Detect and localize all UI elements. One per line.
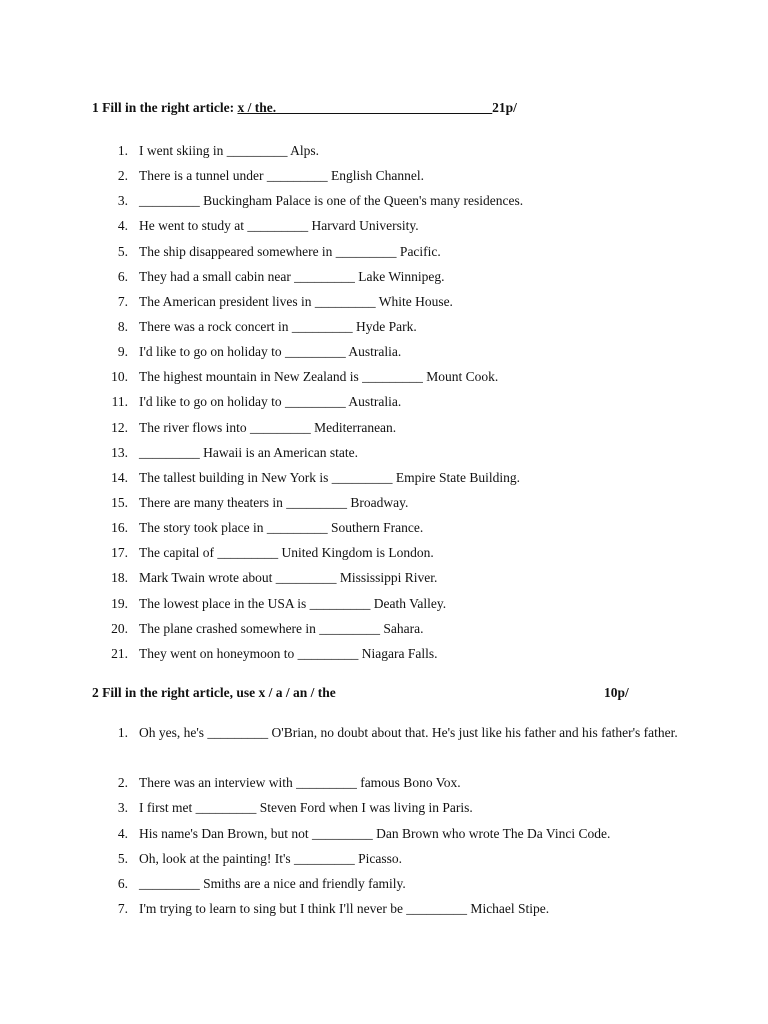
- list-item: [0, 289, 768, 314]
- list-item: [0, 540, 768, 565]
- section-1-points: 21p/: [492, 100, 517, 115]
- section-1-heading-prefix: 1 Fill in the right article:: [92, 100, 238, 115]
- item-text: The ship disappeared somewhere in _________ Pacific.: [139, 243, 441, 259]
- item-number: 17.: [111, 545, 128, 561]
- list-item: [0, 846, 768, 871]
- section-2-heading: [92, 685, 652, 701]
- list-item: [0, 314, 768, 339]
- item-number: 20.: [111, 620, 128, 636]
- list-item: [0, 163, 768, 188]
- item-text: The river flows into _________ Mediterranean.: [139, 419, 397, 435]
- list-item: [0, 515, 768, 540]
- section-1-list: [0, 138, 768, 666]
- list-item: [0, 188, 768, 213]
- list-item: [0, 339, 768, 364]
- item-text: Mark Twain wrote about _________ Mississippi River.: [139, 570, 438, 586]
- item-text: The story took place in _________ Southern France.: [139, 520, 424, 536]
- item-text: _________ Buckingham Palace is one of the Queen's many residences.: [139, 193, 524, 209]
- list-item: [0, 415, 768, 440]
- item-text: The highest mountain in New Zealand is _________ Mount Cook.: [139, 369, 499, 385]
- list-item: [0, 821, 768, 846]
- list-item: [0, 720, 768, 770]
- list-item: [0, 213, 768, 238]
- list-item: [0, 364, 768, 389]
- item-number: 14.: [111, 469, 128, 485]
- list-item: [0, 465, 768, 490]
- item-text: I first met _________ Steven Ford when I was living in Paris.: [139, 800, 473, 816]
- item-text: He went to study at _________ Harvard University.: [139, 218, 419, 234]
- item-number: 8.: [117, 318, 128, 334]
- item-number: 1.: [117, 725, 128, 740]
- list-item: [0, 138, 768, 163]
- item-text: There was a rock concert in _________ Hyde Park.: [139, 318, 417, 334]
- item-number: 7.: [117, 293, 128, 309]
- section-1-heading: [92, 100, 517, 116]
- item-text: The capital of _________ United Kingdom is London.: [139, 545, 434, 561]
- item-number: 9.: [117, 344, 128, 360]
- section-2-heading-text: 2 Fill in the right article, use x / a / an / the: [92, 685, 336, 700]
- item-number: 2.: [117, 168, 128, 184]
- list-item: [0, 239, 768, 264]
- item-number: 13.: [111, 444, 128, 460]
- item-number: 4.: [117, 825, 128, 841]
- item-number: 10.: [111, 369, 128, 385]
- item-text: They went on honeymoon to _________ Niagara Falls.: [139, 645, 438, 661]
- item-number: 11.: [111, 394, 128, 410]
- item-number: 4.: [117, 218, 128, 234]
- item-number: 18.: [111, 570, 128, 586]
- item-text: There is a tunnel under _________ English Channel.: [139, 168, 424, 184]
- item-text: I'd like to go on holiday to _________ Australia.: [139, 344, 402, 360]
- item-number: 15.: [111, 494, 128, 510]
- list-item: [0, 616, 768, 641]
- item-text: The lowest place in the USA is _________ Death Valley.: [139, 595, 447, 611]
- item-text: They had a small cabin near _________ Lake Winnipeg.: [139, 268, 445, 284]
- list-item: [0, 565, 768, 590]
- list-item: [0, 795, 768, 820]
- item-text: _________ Hawaii is an American state.: [139, 444, 358, 460]
- item-number: 7.: [117, 901, 128, 916]
- list-item: [0, 770, 768, 795]
- list-item: [0, 641, 768, 666]
- item-number: 5.: [117, 850, 128, 866]
- item-text: The tallest building in New York is _________ Empire State Building.: [139, 469, 520, 485]
- item-text: I'm trying to learn to sing but I think I'll never be _________ Michael Stipe.: [139, 901, 550, 916]
- item-text: There are many theaters in _________ Broadway.: [139, 494, 409, 510]
- item-number: 6.: [117, 875, 128, 891]
- item-number: 6.: [117, 268, 128, 284]
- list-item: [0, 389, 768, 414]
- item-number: 21.: [111, 645, 128, 661]
- list-item: [0, 490, 768, 515]
- item-text: The American president lives in _________ White House.: [139, 293, 453, 309]
- item-number: 5.: [117, 243, 128, 259]
- list-item: [0, 591, 768, 616]
- section-1-heading-options: x / the.: [237, 100, 277, 115]
- item-text: Oh, look at the painting! It's _________ Picasso.: [139, 850, 403, 866]
- list-item: [0, 871, 768, 896]
- list-item: [0, 896, 768, 921]
- item-number: 3.: [117, 800, 128, 816]
- section-2-list: [0, 720, 768, 921]
- item-text: Oh yes, he's _________ O'Brian, no doubt about that. He's just like his father and his father's father.: [139, 725, 678, 740]
- item-number: 19.: [111, 595, 128, 611]
- item-number: 12.: [111, 419, 128, 435]
- item-number: 3.: [117, 193, 128, 209]
- item-text: There was an interview with _________ famous Bono Vox.: [139, 775, 461, 791]
- item-text: His name's Dan Brown, but not _________ Dan Brown who wrote The Da Vinci Code.: [139, 825, 611, 841]
- section-2-points: 10p/: [604, 685, 629, 700]
- item-number: 2.: [117, 775, 128, 791]
- item-text: The plane crashed somewhere in _________ Sahara.: [139, 620, 424, 636]
- section-1-heading-line: ________________________________: [276, 100, 493, 115]
- list-item: [0, 440, 768, 465]
- item-text: I went skiing in _________ Alps.: [139, 143, 320, 158]
- item-text: I'd like to go on holiday to _________ Australia.: [139, 394, 402, 410]
- item-number: 16.: [111, 520, 128, 536]
- item-text: _________ Smiths are a nice and friendly family.: [139, 875, 406, 891]
- item-number: 1.: [117, 143, 128, 158]
- list-item: [0, 264, 768, 289]
